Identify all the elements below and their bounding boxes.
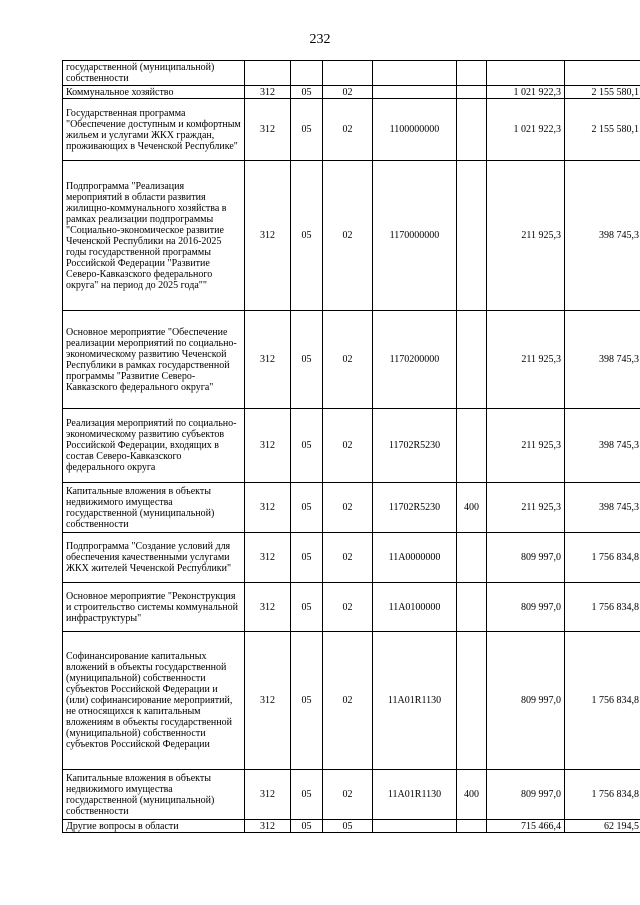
rz-cell: 05 [291,632,323,770]
sum-cell-2: 1 756 834,8 [565,632,640,770]
ved-cell: 312 [245,161,291,311]
sum-cell-1: 1 021 922,3 [487,99,565,161]
rz-cell: 05 [291,583,323,632]
sum-cell-2: 398 745,3 [565,483,640,533]
rz-cell: 05 [291,99,323,161]
ved-cell: 312 [245,311,291,409]
vr-cell [457,161,487,311]
page-number: 232 [309,32,331,47]
csr-cell [373,86,457,99]
csr-cell: 1170000000 [373,161,457,311]
sum-cell-1: 809 997,0 [487,770,565,820]
row-name: Основное мероприятие "Обеспечение реализации мероприятий по социально-экономическому развитию Чеченской Республики в рамках государственной программы "Развитие Северо-Кавказского федерального округа" [63,311,245,409]
row-name: Капитальные вложения в объекты недвижимого имущества государственной (муниципальной) собственности [63,483,245,533]
pr-cell: 02 [323,86,373,99]
sum-cell-1: 715 466,4 [487,820,565,833]
pr-cell: 02 [323,99,373,161]
vr-cell [457,583,487,632]
sum-cell-1: 211 925,3 [487,311,565,409]
table-row [63,86,640,99]
row-name: государственной (муниципальной) собственности [63,61,245,86]
vr-cell [457,533,487,583]
csr-cell: 11А01R1130 [373,632,457,770]
sum-cell-1: 211 925,3 [487,483,565,533]
vr-cell [457,311,487,409]
vr-cell [457,409,487,483]
sum-cell-2: 398 745,3 [565,161,640,311]
vr-cell: 400 [457,483,487,533]
sum-cell-1: 809 997,0 [487,632,565,770]
table-row [63,61,640,86]
row-name: Софинансирование капитальных вложений в объекты государственной (муниципальной) собственности субъектов Российской Федерации и (или) софинансирование мероприятий, не относящихся к капитальным вложениям в объекты государственной (муниципальной) собственности субъектов Российской Федерации [63,632,245,770]
pr-cell [323,61,373,86]
pr-cell: 02 [323,311,373,409]
sum-cell-1: 211 925,3 [487,409,565,483]
ved-cell: 312 [245,483,291,533]
csr-cell: 1100000000 [373,99,457,161]
sum-cell-2: 2 155 580,1 [565,99,640,161]
pr-cell: 02 [323,409,373,483]
row-name: Основное мероприятие "Реконструкция и строительство системы коммунальной инфраструктуры" [63,583,245,632]
sum-cell-1: 809 997,0 [487,583,565,632]
ved-cell: 312 [245,632,291,770]
rz-cell [291,61,323,86]
sum-cell-2: 1 756 834,8 [565,583,640,632]
csr-cell [373,61,457,86]
vr-cell [457,632,487,770]
rz-cell: 05 [291,483,323,533]
rz-cell: 05 [291,770,323,820]
rz-cell: 05 [291,533,323,583]
row-name: Подпрограмма "Реализация мероприятий в области развития жилищно-коммунального хозяйства в рамках реализации подпрограммы "Социально-экономическое развитие Чеченской Республики на 2016-2025 годы государственной программы Российской Федерации "Развитие Северо-Кавказского федерального округа" на период до 2025 года"" [63,161,245,311]
sum-cell-2: 1 756 834,8 [565,533,640,583]
pr-cell: 02 [323,533,373,583]
row-name: Коммунальное хозяйство [63,86,245,99]
sum-cell-2: 398 745,3 [565,311,640,409]
row-name: Государственная программа "Обеспечение доступным и комфортным жильем и услугами ЖКХ граждан, проживающих в Чеченской Республике" [63,99,245,161]
table-row [63,409,640,483]
csr-cell: 11А01R1130 [373,770,457,820]
table-row [63,161,640,311]
csr-cell: 11702R5230 [373,483,457,533]
table-row [63,770,640,820]
pr-cell: 02 [323,483,373,533]
pr-cell: 02 [323,583,373,632]
ved-cell: 312 [245,820,291,833]
table-row [63,311,640,409]
sum-cell-1: 211 925,3 [487,161,565,311]
csr-cell: 11А0100000 [373,583,457,632]
pr-cell: 02 [323,632,373,770]
table-row [63,820,640,833]
rz-cell: 05 [291,820,323,833]
csr-cell [373,820,457,833]
ved-cell: 312 [245,86,291,99]
ved-cell: 312 [245,409,291,483]
csr-cell: 11702R5230 [373,409,457,483]
vr-cell [457,820,487,833]
sum-cell-1 [487,61,565,86]
table-row [63,583,640,632]
pr-cell: 05 [323,820,373,833]
rz-cell: 05 [291,161,323,311]
rz-cell: 05 [291,311,323,409]
ved-cell: 312 [245,533,291,583]
vr-cell [457,99,487,161]
sum-cell-2 [565,61,640,86]
sum-cell-2: 398 745,3 [565,409,640,483]
table-row [63,483,640,533]
ved-cell [245,61,291,86]
ved-cell: 312 [245,770,291,820]
pr-cell: 02 [323,770,373,820]
sum-cell-2: 1 756 834,8 [565,770,640,820]
rz-cell: 05 [291,86,323,99]
table-row [63,632,640,770]
budget-table [62,60,640,833]
table-row [63,99,640,161]
row-name: Подпрограмма "Создание условий для обеспечения качественными услугами ЖКХ жителей Чеченской Республики" [63,533,245,583]
row-name: Другие вопросы в области [63,820,245,833]
rz-cell: 05 [291,409,323,483]
pr-cell: 02 [323,161,373,311]
vr-cell [457,86,487,99]
table-row [63,533,640,583]
sum-cell-2: 2 155 580,1 [565,86,640,99]
row-name: Реализация мероприятий по социально-экономическому развитию субъектов Российской Федерации, входящих в состав Северо-Кавказского федерального округа [63,409,245,483]
row-name: Капитальные вложения в объекты недвижимого имущества государственной (муниципальной) собственности [63,770,245,820]
csr-cell: 1170200000 [373,311,457,409]
ved-cell: 312 [245,99,291,161]
csr-cell: 11А0000000 [373,533,457,583]
vr-cell [457,61,487,86]
vr-cell: 400 [457,770,487,820]
sum-cell-1: 1 021 922,3 [487,86,565,99]
sum-cell-2: 62 194,5 [565,820,640,833]
sum-cell-1: 809 997,0 [487,533,565,583]
ved-cell: 312 [245,583,291,632]
